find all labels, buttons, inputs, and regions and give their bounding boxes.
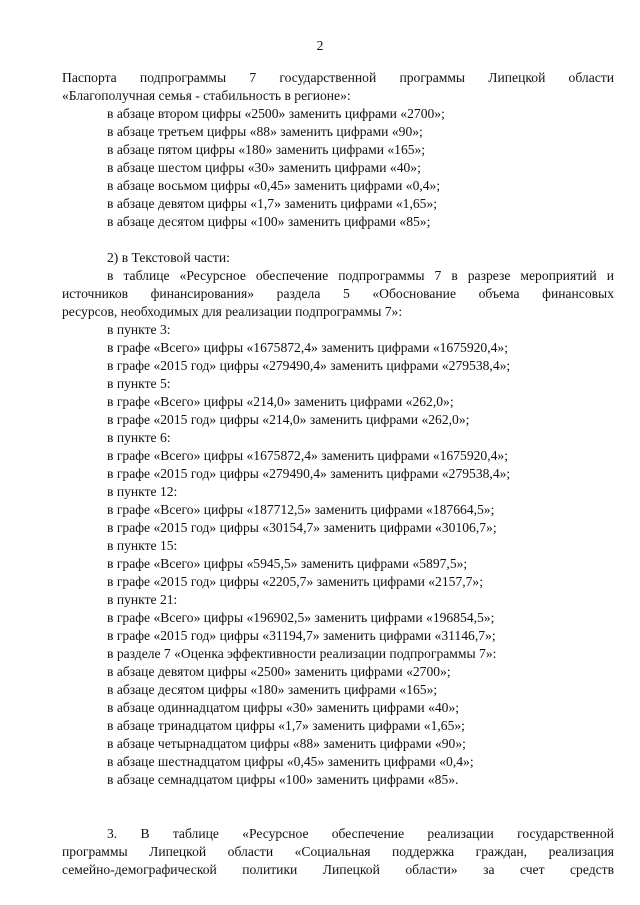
text-line: ресурсов, необходимых для реализации подпрограммы 7»: bbox=[62, 304, 403, 319]
text-line: в абзаце шестнадцатом цифры «0,45» заменить цифрами «0,4»; bbox=[107, 754, 474, 769]
text-line: «Благополучная семья - стабильность в регионе»: bbox=[62, 88, 351, 103]
text-line: в пункте 6: bbox=[107, 430, 171, 445]
text-line: в графе «2015 год» цифры «214,0» заменить цифрами «262,0»; bbox=[107, 412, 470, 427]
text-line: в абзаце третьем цифры «88» заменить цифрами «90»; bbox=[107, 124, 423, 139]
text-line: в графе «Всего» цифры «187712,5» заменить цифрами «187664,5»; bbox=[107, 502, 495, 517]
text-line: программы Липецкой области «Социальная поддержка граждан, реализация bbox=[62, 844, 614, 859]
text-line: в абзаце четырнадцатом цифры «88» заменить цифрами «90»; bbox=[107, 736, 466, 751]
text-line: в таблице «Ресурсное обеспечение подпрограммы 7 в разрезе мероприятий и bbox=[107, 268, 614, 283]
section-heading: 2) в Текстовой части: bbox=[107, 250, 230, 265]
text-line: в графе «Всего» цифры «5945,5» заменить цифрами «5897,5»; bbox=[107, 556, 468, 571]
text-line: в абзаце девятом цифры «1,7» заменить цифрами «1,65»; bbox=[107, 196, 438, 211]
text-line: в графе «2015 год» цифры «279490,4» заменить цифрами «279538,4»; bbox=[107, 466, 511, 481]
text-line: в пункте 21: bbox=[107, 592, 178, 607]
text-line: в графе «Всего» цифры «1675872,4» заменить цифрами «1675920,4»; bbox=[107, 340, 508, 355]
text-line: источников финансирования» раздела 5 «Обоснование объема финансовых bbox=[62, 286, 614, 301]
text-line: Паспорта подпрограммы 7 государственной программы Липецкой области bbox=[62, 70, 614, 85]
text-line: семейно-демографической политики Липецкой области» за счет средств bbox=[62, 862, 614, 877]
text-line: в пункте 5: bbox=[107, 376, 171, 391]
text-line: в пункте 15: bbox=[107, 538, 178, 553]
text-line: в абзаце одиннадцатом цифры «30» заменить цифрами «40»; bbox=[107, 700, 460, 715]
text-line: в графе «2015 год» цифры «30154,7» заменить цифрами «30106,7»; bbox=[107, 520, 497, 535]
text-line: в графе «2015 год» цифры «31194,7» заменить цифрами «31146,7»; bbox=[107, 628, 496, 643]
text-line: в абзаце десятом цифры «100» заменить цифрами «85»; bbox=[107, 214, 431, 229]
text-line: в пункте 12: bbox=[107, 484, 178, 499]
text-line: в графе «2015 год» цифры «2205,7» заменить цифрами «2157,7»; bbox=[107, 574, 484, 589]
text-line: в разделе 7 «Оценка эффективности реализации подпрограммы 7»: bbox=[107, 646, 497, 661]
text-line: в графе «Всего» цифры «214,0» заменить цифрами «262,0»; bbox=[107, 394, 454, 409]
text-line: в абзаце восьмом цифры «0,45» заменить цифрами «0,4»; bbox=[107, 178, 441, 193]
text-line: в графе «Всего» цифры «196902,5» заменить цифрами «196854,5»; bbox=[107, 610, 495, 625]
text-line: в пункте 3: bbox=[107, 322, 171, 337]
text-line: в графе «Всего» цифры «1675872,4» заменить цифрами «1675920,4»; bbox=[107, 448, 508, 463]
page-number: 2 bbox=[316, 38, 324, 53]
text-line: в абзаце десятом цифры «180» заменить цифрами «165»; bbox=[107, 682, 438, 697]
text-line: в графе «2015 год» цифры «279490,4» заменить цифрами «279538,4»; bbox=[107, 358, 511, 373]
text-line: в абзаце втором цифры «2500» заменить цифрами «2700»; bbox=[107, 106, 445, 121]
text-line: в абзаце пятом цифры «180» заменить цифрами «165»; bbox=[107, 142, 426, 157]
text-line: в абзаце шестом цифры «30» заменить цифрами «40»; bbox=[107, 160, 421, 175]
text-line: в абзаце тринадцатом цифры «1,7» заменить цифрами «1,65»; bbox=[107, 718, 465, 733]
text-line: в абзаце девятом цифры «2500» заменить цифрами «2700»; bbox=[107, 664, 451, 679]
text-line: 3. В таблице «Ресурсное обеспечение реализации государственной bbox=[107, 826, 614, 841]
text-line: в абзаце семнадцатом цифры «100» заменить цифрами «85». bbox=[107, 772, 459, 787]
